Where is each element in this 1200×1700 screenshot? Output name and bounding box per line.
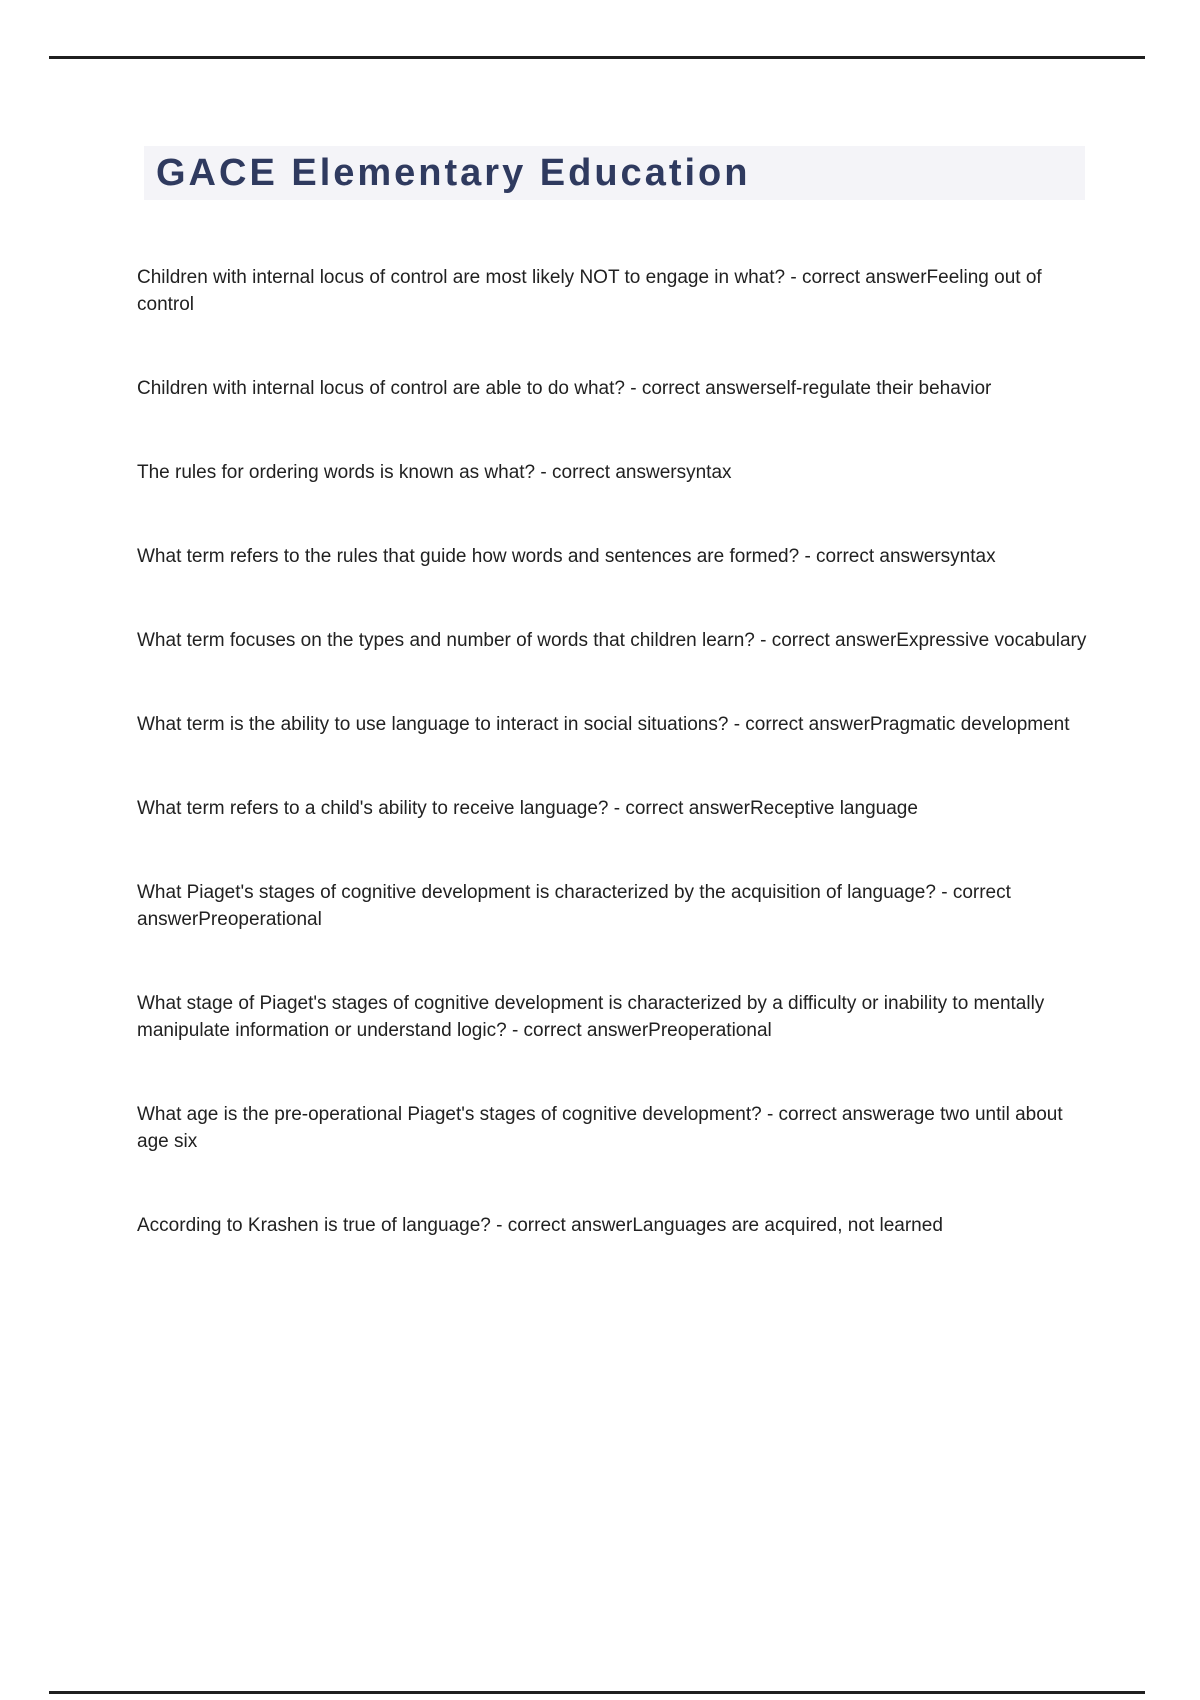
qa-item: What stage of Piaget's stages of cognitive development is characterized by a difficulty or inability to mentally manipulate information or understand logic? - correct answerPreoperational — [137, 993, 1045, 1041]
qa-item: According to Krashen is true of language? - correct answerLanguages are acquired, not learned — [137, 1215, 943, 1236]
qa-item: What age is the pre-operational Piaget's stages of cognitive development? - correct answerage two until about age six — [137, 1104, 1063, 1152]
qa-item: What term focuses on the types and number of words that children learn? - correct answerExpressive vocabulary — [137, 630, 1087, 651]
page-title: GACE Elementary Education — [156, 151, 751, 194]
qa-list — [137, 264, 1087, 1239]
bottom-rule — [49, 1691, 1145, 1694]
qa-item: Children with internal locus of control are able to do what? - correct answerself-regulate their behavior — [137, 378, 992, 399]
top-rule — [49, 56, 1145, 59]
qa-item: Children with internal locus of control are most likely NOT to engage in what? - correct answerFeeling out of control — [137, 267, 1042, 315]
qa-item: What term refers to the rules that guide how words and sentences are formed? - correct answersyntax — [137, 546, 996, 567]
qa-item: What Piaget's stages of cognitive development is characterized by the acquisition of language? - correct answerPreoperational — [137, 882, 1011, 930]
title-bar — [144, 146, 1085, 200]
qa-item: What term is the ability to use language to interact in social situations? - correct answerPragmatic development — [137, 714, 1070, 735]
qa-item: What term refers to a child's ability to receive language? - correct answerReceptive language — [137, 798, 918, 819]
qa-item: The rules for ordering words is known as what? - correct answersyntax — [137, 462, 732, 483]
